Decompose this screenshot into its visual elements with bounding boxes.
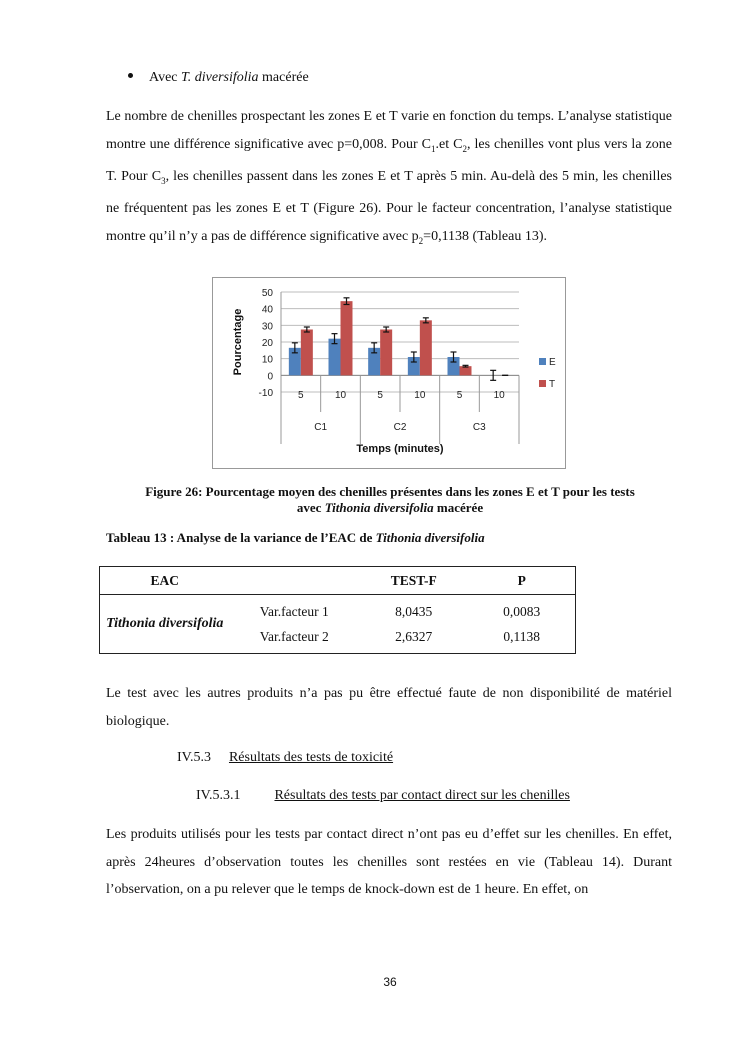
svg-text:E: E (549, 357, 556, 368)
svg-text:40: 40 (261, 304, 273, 316)
svg-text:10: 10 (261, 354, 273, 366)
svg-text:10: 10 (414, 390, 426, 401)
table-row: Tithonia diversifolia Var.facteur 1 8,0435 0,0083 (106, 603, 541, 631)
figure-caption: Figure 26: Pourcentage moyen des chenilles présentes dans les zones E et T pour les tests avec Tithonia diversifolia macérée (145, 484, 635, 515)
svg-text:50: 50 (261, 288, 273, 299)
table-header-row: EAC TEST-F P (100, 567, 576, 595)
paragraph-results: Le nombre de chenilles prospectant les zones E et T varie en fonction du temps. L’analyse statistique montre une différence significative avec p=0,008. Pour $C_1.et$ $C_2$, les chenilles vont plus vers la zone T. Pour $C_3$, les chenilles passent dans les zones E et T après 5 min. Au-delà des 5 min, les chenilles ne fréquentent pas les zones E et T (Figure 26). Pour le facteur concentration, l’analyse statistique montre qu’il n’y a pas de différence significative avec $p_2=0,1138$ (Tableau 13). (106, 109, 673, 246)
bullet-item: Avec T. diversifolia macérée (128, 70, 309, 86)
svg-text:C2: C2 (393, 422, 407, 433)
svg-text:Pourcentage: Pourcentage (232, 308, 244, 376)
svg-text:Temps (minutes): Temps (minutes) (356, 443, 444, 455)
bullet-icon (128, 73, 133, 78)
bar-chart (212, 277, 566, 469)
table-title: Tableau 13 : Analyse de la variance de l’EAC de Tithonia diversifolia (106, 530, 485, 545)
svg-text:C1: C1 (314, 422, 328, 433)
svg-text:30: 30 (261, 321, 273, 333)
svg-text:10: 10 (334, 390, 347, 401)
section-heading: IV.5.3 Résultats des tests de toxicité (177, 750, 394, 765)
svg-text:5: 5 (456, 390, 463, 401)
chart-canvas (213, 278, 565, 468)
anova-table (99, 566, 576, 654)
svg-text:5: 5 (377, 390, 383, 401)
svg-text:20: 20 (261, 338, 273, 349)
table-row: Var.facteur 2 2,6327 0,1138 (259, 628, 541, 644)
svg-text:T: T (549, 379, 556, 390)
paragraph-other-products: Le test avec les autres produits n’a pas pu être effectué faute de non disponibilité de matériel biologique. (106, 686, 672, 729)
paragraph-contact-tests: Les produits utilisés pour les tests par contact direct n’ont pas eu d’effet sur les chenilles. En effet, après 24heures d’observation toutes les chenilles sont restées en vie (Tableau 14). Durant l’observation, on a pu relever que le temps de knock-down est de 1 heure. En effet, on (106, 827, 672, 897)
svg-text:0: 0 (267, 371, 273, 383)
page-number: 36 (383, 975, 397, 989)
subsection-heading: IV.5.3.1 Résultats des tests par contact direct sur les chenilles (196, 788, 570, 803)
svg-text:5: 5 (298, 390, 304, 401)
svg-text:C3: C3 (472, 422, 486, 433)
svg-text:10: 10 (493, 390, 505, 401)
svg-text:-10: -10 (258, 388, 273, 399)
